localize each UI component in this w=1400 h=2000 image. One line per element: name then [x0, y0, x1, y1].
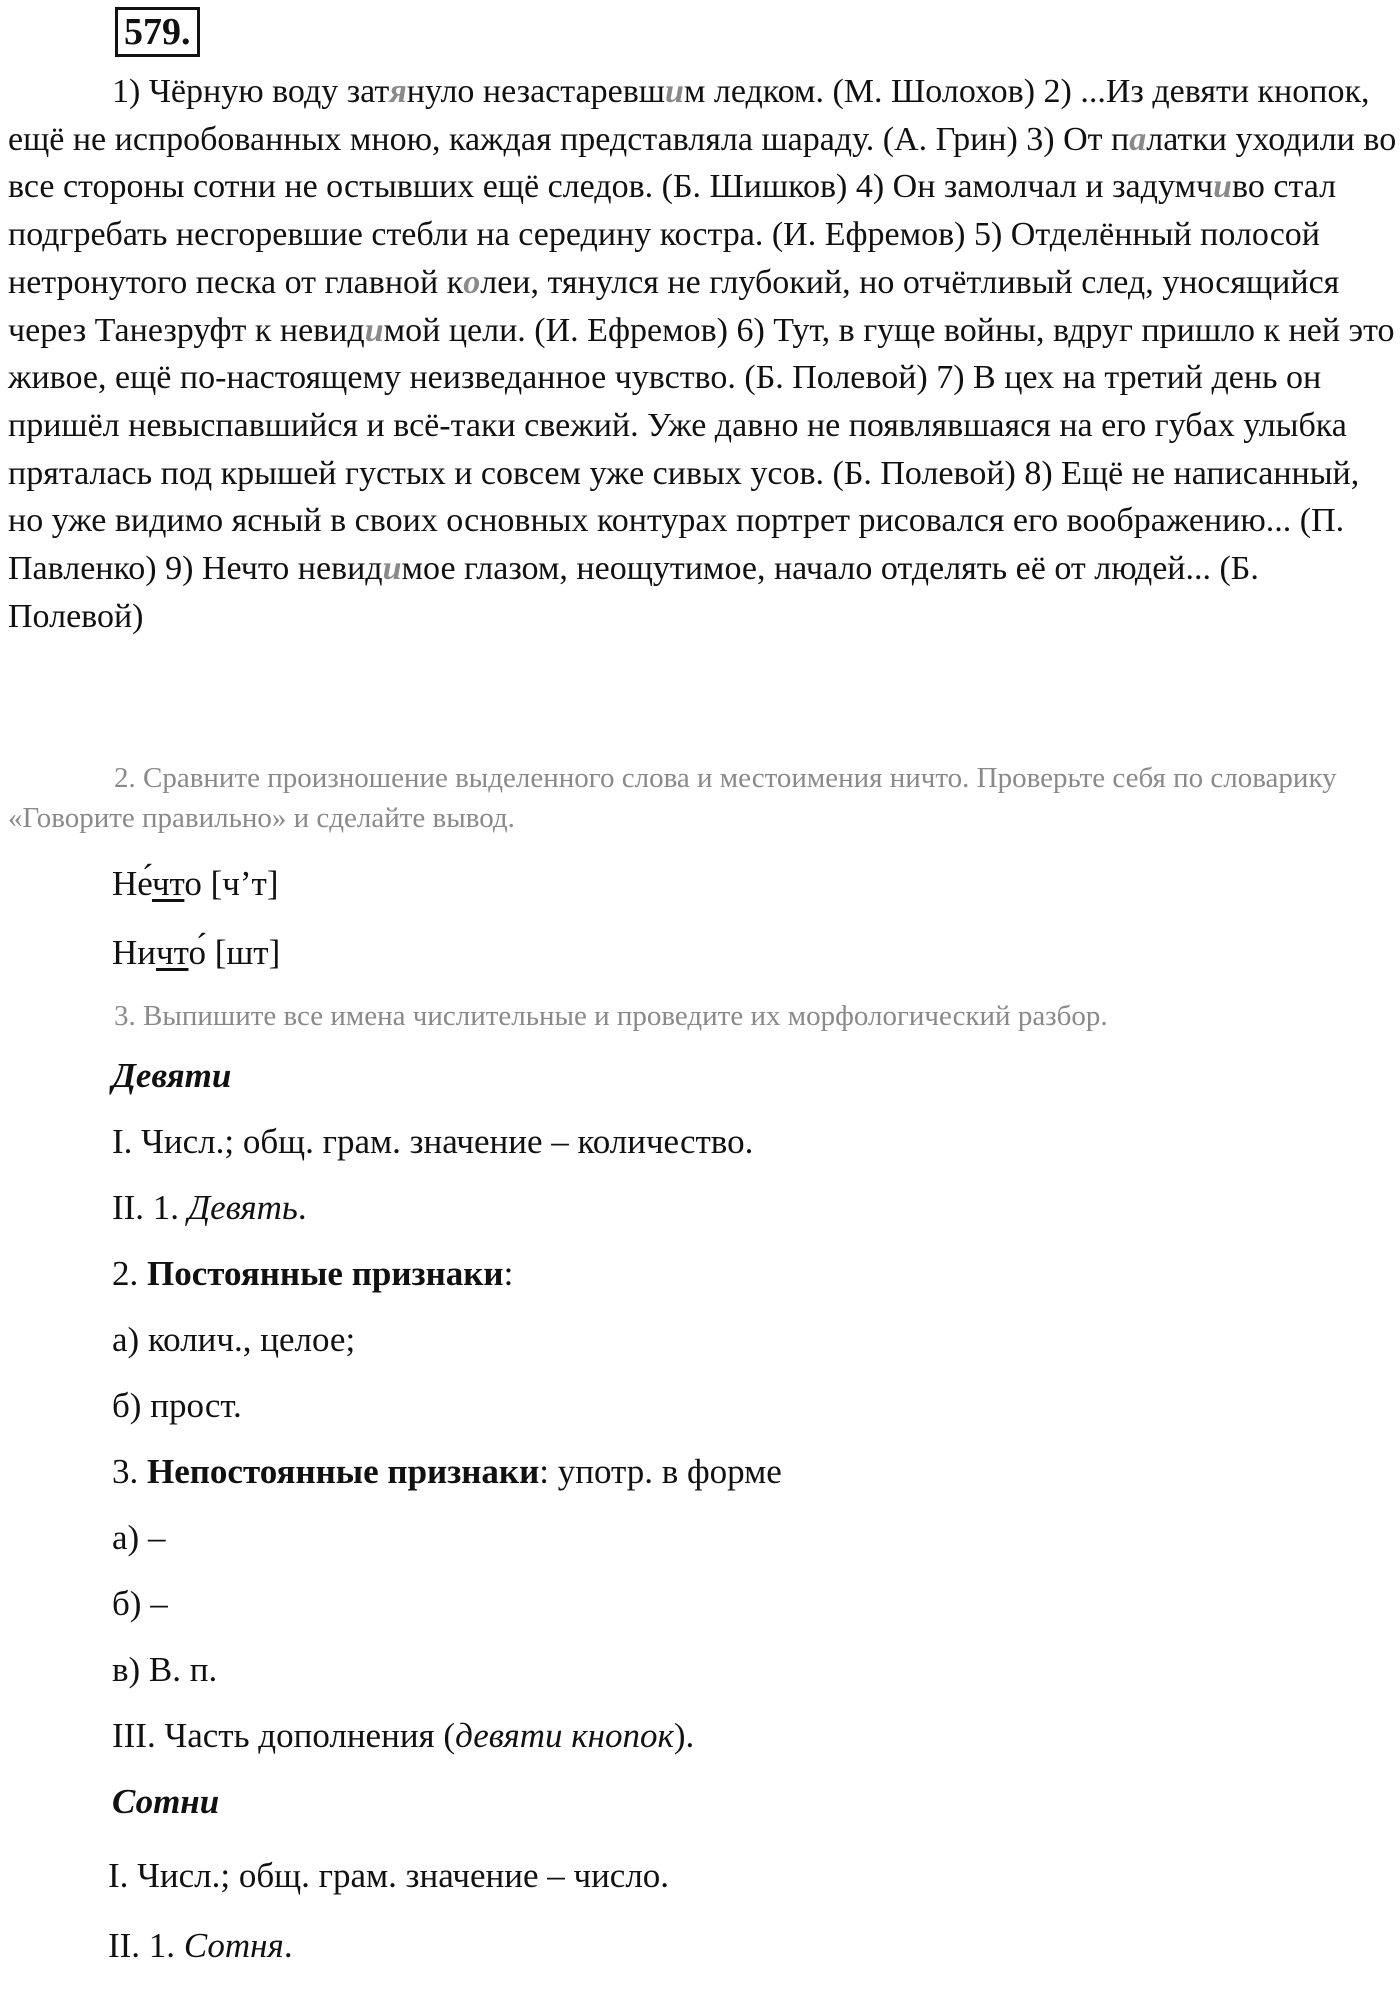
analysis-heading-devyati: Девяти: [112, 1056, 232, 1095]
analysis-line: б) –: [112, 1584, 168, 1623]
analysis-line: 2. Постоянные признаки:: [112, 1254, 514, 1293]
analysis-line: II. 1. Сотня.: [108, 1926, 293, 1965]
analysis-line: б) прост.: [112, 1386, 242, 1425]
analysis-line: II. 1. Девять.: [112, 1188, 307, 1227]
task-2-instruction: 2. Сравните произношение выделенного слова и местоимения ничто. Проверьте себя по словарику «Говорите правильно» и сделайте вывод.: [8, 762, 1337, 834]
pronunciation-nichto: Ничто́ [шт]: [112, 933, 281, 972]
highlighted-letter: а: [1129, 120, 1147, 158]
analysis-line: а) –: [112, 1518, 166, 1557]
analysis-line: в) В. п.: [112, 1650, 218, 1689]
exercise-number: 579.: [115, 7, 200, 57]
highlighted-letter: и: [664, 73, 684, 110]
analysis-line: III. Часть дополнения (девяти кнопок).: [112, 1716, 695, 1755]
analysis-heading-sotni: Сотни: [112, 1782, 220, 1821]
analysis-line: I. Числ.; общ. грам. значение – число.: [108, 1856, 670, 1895]
highlighted-letter: и: [1213, 168, 1233, 206]
task-3-instruction: 3. Выпишите все имена числительные и проведите их морфологический разбор.: [114, 1000, 1108, 1032]
pronunciation-nechto: Не́что [ч’т]: [112, 864, 279, 903]
highlighted-letter: я: [389, 73, 407, 110]
analysis-line: 3. Непостоянные признаки: употр. в форме: [112, 1452, 782, 1491]
analysis-line: а) колич., целое;: [112, 1320, 356, 1359]
analysis-line: I. Числ.; общ. грам. значение – количество.: [112, 1122, 754, 1161]
highlighted-letter: о: [463, 263, 481, 301]
exercise-passage: 1) Чёрную воду затянуло незастаревшим ледком. (М. Шолохов) 2) ...Из девяти кнопок, ещё не испробованных мною, каждая представляла шараду. (А. Грин) 3) От палатки уходили во все стороны сотни не остывших ещё следов. (Б. Шишков) 4) Он замолчал и задумчиво стал подгребать несгоревшие стебли на середину костра. (И. Ефремов) 5) Отделённый полосой нетронутого песка от главной колеи, тянулся не глубокий, но отчётливый след, уносящийся через Танезруфт к невидимой цели. (И. Ефремов) 6) Тут, в гуще войны, вдруг пришло к ней это живое, ещё по-настоящему неизведанное чувство. (Б. Полевой) 7) В цех на третий день он пришёл невыспавшийся и всё-таки свежий. Уже давно не появлявшаяся на его губах улыбка пряталась под крышей густых и совсем уже сивых усов. (Б. Полевой) 8) Ещё не написанный, но уже видимо ясный в своих основных контурах портрет рисовался его воображению... (П. Павленко) 9) Нечто невидимое глазом, неощутимое, начало отделять её от людей... (Б. Полевой): [8, 73, 1397, 635]
highlighted-letter: и: [382, 550, 402, 588]
highlighted-letter: и: [364, 311, 384, 349]
